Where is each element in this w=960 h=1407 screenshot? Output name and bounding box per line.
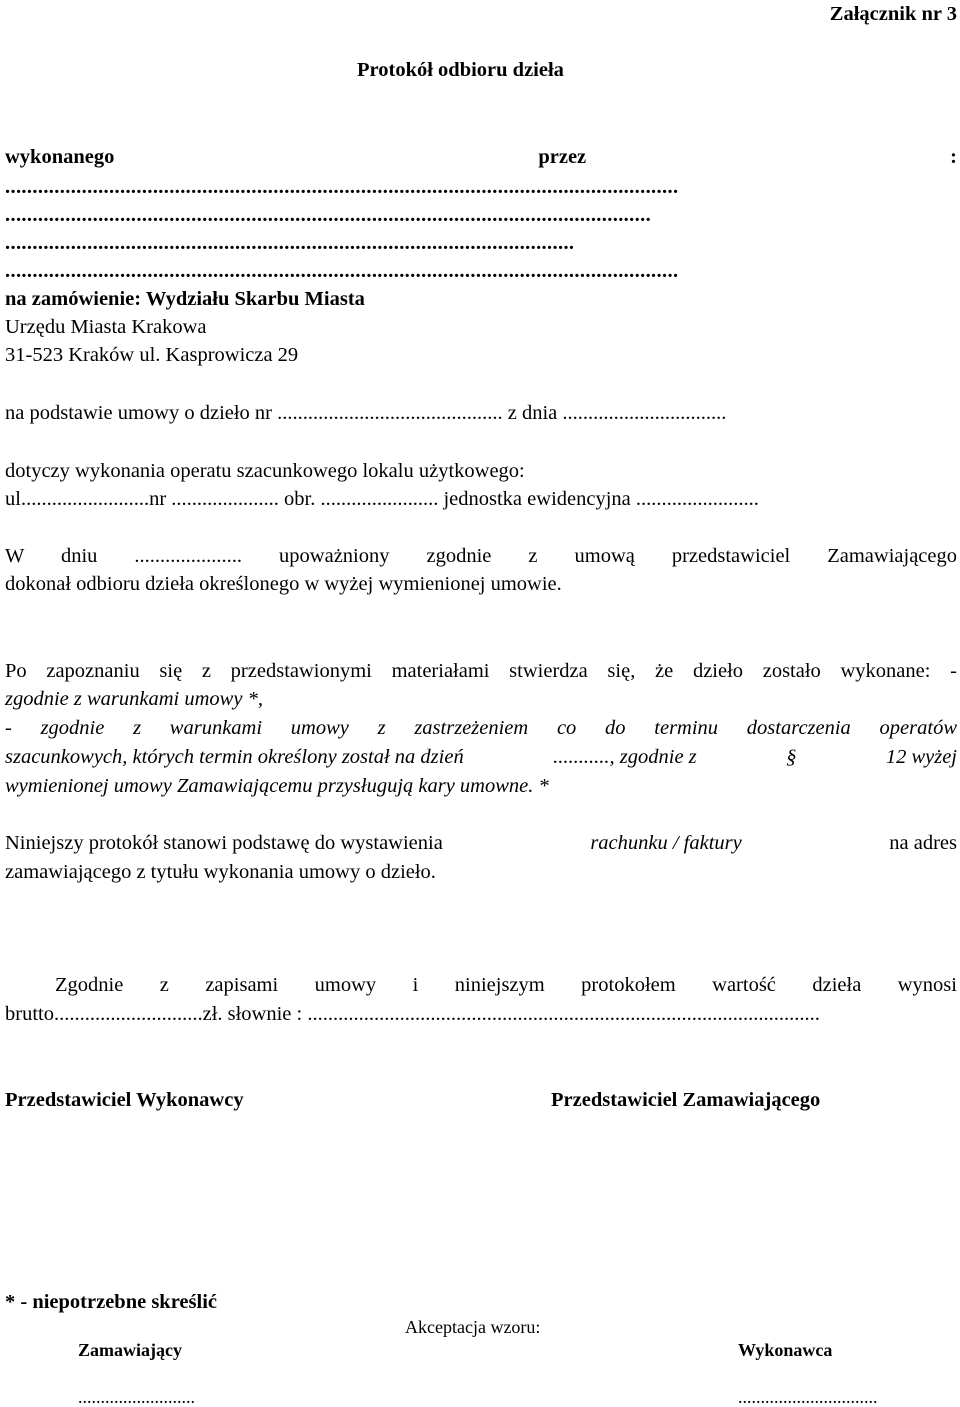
findings-line-5: wymienionej umowy Zamawiającemu przysługują kary umowne. * — [5, 775, 549, 797]
performer-dots-2: ...................................................................................................................... — [5, 204, 652, 226]
findings-line-3: - zgodnie z warunkami umowy z zastrzeżeniem co do terminu dostarczenia operatów — [5, 717, 957, 739]
order-line-3: 31-523 Kraków ul. Kasprowicza 29 — [5, 344, 299, 366]
findings-line-4-b: ..........., zgodnie z — [553, 746, 697, 768]
findings-line-4-a: szacunkowych, których termin określony został na dzień — [5, 746, 464, 768]
contract-line: na podstawie umowy o dzieło nr ............................................ z dnia ................................ — [5, 402, 727, 424]
findings-line-4 — [5, 747, 957, 768]
performed-word: wykonanego — [5, 146, 115, 168]
value-line-1: Zgodnie z zapisami umowy i niniejszym protokołem wartość dzieła wynosi — [55, 974, 957, 996]
findings-line-2: zgodnie z warunkami umowy *, — [5, 688, 263, 710]
performer-dots-3: ........................................................................................................ — [5, 232, 575, 254]
by-word: przez — [538, 146, 587, 168]
contractor-signature-dots: ............................... — [738, 1387, 878, 1407]
subject-line-1: dotyczy wykonania operatu szacunkowego lokalu użytkowego: — [5, 460, 525, 482]
client-representative: Przedstawiciel Zamawiającego — [551, 1089, 821, 1111]
client-label: Zamawiający — [78, 1340, 182, 1360]
contractor-representative: Przedstawiciel Wykonawcy — [5, 1089, 244, 1111]
subject-line-2: ul.........................nr ..................... obr. ....................... jednostka ewidencyjna ........................ — [5, 488, 759, 510]
basis-line-1 — [5, 833, 957, 854]
page-title: Protokół odbioru dzieła — [357, 59, 564, 81]
client-signature-dots: .......................... — [78, 1387, 195, 1407]
attachment-label: Załącznik nr 3 — [829, 3, 957, 25]
performer-dots-4: ........................................................................................................................... — [5, 260, 679, 282]
receipt-line-2: dokonał odbioru dzieła określonego w wyżej wymienionej umowie. — [5, 573, 562, 595]
performer-dots-1: ........................................................................................................................... — [5, 176, 679, 198]
order-line-2: Urzędu Miasta Krakowa — [5, 316, 207, 338]
order-line-1: na zamówienie: Wydziału Skarbu Miasta — [5, 288, 365, 310]
contractor-label: Wykonawca — [738, 1340, 833, 1360]
findings-line-1: Po zapoznaniu się z przedstawionymi materiałami stwierdza się, że dzieło zostało wykonane: - — [5, 660, 957, 682]
performed-by-line — [5, 147, 957, 168]
receipt-line-1: W dniu ..................... upoważniony zgodnie z umową przedstawiciel Zamawiającego — [5, 545, 957, 567]
invoice-type: rachunku / faktury — [590, 832, 742, 854]
value-line-2: brutto.............................zł. słownie : .................................................................................................... — [5, 1003, 820, 1025]
footnote: * - niepotrzebne skreślić — [5, 1291, 217, 1313]
findings-line-4-c: 12 wyżej — [885, 746, 957, 768]
colon: : — [950, 146, 957, 168]
paragraph-sign: § — [786, 746, 797, 768]
acceptance-label: Akceptacja wzoru: — [405, 1317, 541, 1337]
basis-line-2: zamawiającego z tytułu wykonania umowy o dzieło. — [5, 861, 436, 883]
basis-line-1-c: na adres — [889, 832, 957, 854]
basis-line-1-a: Niniejszy protokół stanowi podstawę do wystawienia — [5, 832, 443, 854]
